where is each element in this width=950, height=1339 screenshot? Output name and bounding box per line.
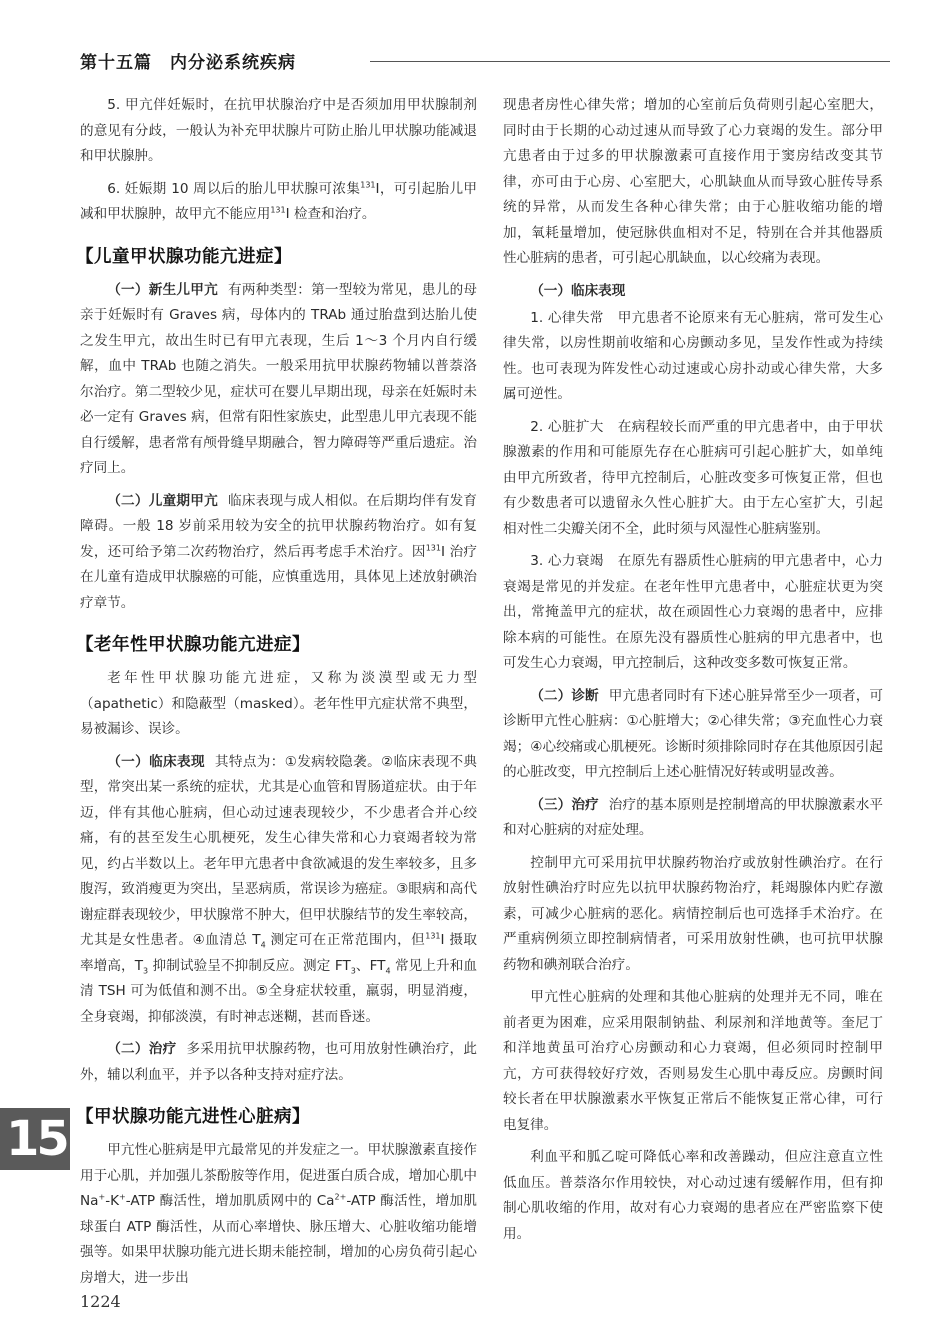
paragraph: 甲亢性心脏病的处理和其他心脏病的处理并无不同，唯在前者更为困难，应采用限制钠盐、利尿剂和洋地黄等。奎尼丁和洋地黄虽可治疗心房颤动和心力衰竭，但必须同时控制甲亢，方可获得较好疗效，否则易发生心肌中毒反应。房颤时间较长者在甲状腺激素水平恢复正常后不能恢复正常心律，可行电复律。 [503, 989, 883, 1133]
section-heading-child: 【儿童甲状腺功能亢进症】 [76, 246, 292, 267]
paragraph: （一）新生儿甲亢 有两种类型：第一型较为常见，患儿的母亲于妊娠时有 Graves 病，母体内的 TRAb 通过胎盘到达胎儿使之发生甲亢，故出生时已有甲亢表现，生后 1～3 个月内自行缓解，血中 TRAb 也随之消失。一般采用抗甲状腺药物辅以普萘洛尔治疗。第二型较少见，症状可在婴儿早期出现，母亲在妊娠时未必一定有 Graves 病，但常有阳性家族史，此型患儿甲亢表现不能自行缓解，患者常有颅骨缝早期融合，智力障碍等严重后遗症。治疗同上。 [80, 281, 478, 476]
paragraph: 1. 心律失常 甲亢患者不论原来有无心脏病，常可发生心律失常，以房性期前收缩和心房颤动多见，呈发作性或为持续性。也可表现为阵发性心动过速或心房扑动或心律失常，大多属可逆性。 [503, 309, 883, 402]
subheading: （二）诊断 [530, 687, 599, 704]
page-number: 1224 [80, 1292, 121, 1311]
paragraph: 控制甲亢可采用抗甲状腺药物治疗或放射性碘治疗。在行放射性碘治疗时应先以抗甲状腺药物治疗，耗竭腺体内贮存激素，可减少心脏病的恶化。病情控制后也可选择手术治疗。在严重病例须立即控制病情者，可采用放射性碘，也可抗甲状腺药物和碘剂联合治疗。 [503, 854, 883, 973]
paragraph: 5. 甲亢伴妊娠时，在抗甲状腺治疗中是否须加用甲状腺制剂的意见有分歧，一般认为补充甲状腺片可防止胎儿甲状腺功能减退和甲状腺肿。 [80, 97, 477, 164]
paragraph: （一）临床表现 其特点为：①发病较隐袭。②临床表现不典型，常突出某一系统的症状，尤其是心血管和胃肠道症状。由于年迈，伴有其他心脏病，但心动过速表现较少，不少患者合并心绞痛，有的甚至发生心肌梗死，发生心律失常和心力衰竭者较为常见，约占半数以上。老年甲亢患者中食欲减退的发生率较多，且多腹泻，致消瘦更为突出，呈恶病质，常误诊为癌症。③眼病和高代谢症群表现较少，甲状腺常不肿大，但甲状腺结节的发生率较高，尤其是女性患者。④血清总 $T_4$ 测定可在正常范围内，但$^{131}$I 摄取率增高，$T_3$ 抑制试验呈不抑制反应。测定 $FT_3$、$FT_4$ 常见上升和血清 TSH 可为低值和测不出。⑤全身症状较重，羸弱，明显消瘦，全身衰竭，抑郁淡漠，有时神志迷糊，甚而昏迷。 [80, 753, 478, 1025]
left-column [76, 93, 478, 1298]
paragraph: 利血平和胍乙啶可降低心率和改善躁动，但应注意直立性低血压。普萘洛尔作用较快，对心动过速有缓解作用，但有抑制心肌收缩的作用，故对有心力衰竭的患者应在严密监察下使用。 [503, 1149, 883, 1242]
chapter-number: 15 [6, 1111, 67, 1167]
paragraph: 甲亢性心脏病是甲亢最常见的并发症之一。甲状腺激素直接作用于心肌，并加强儿茶酚胺等作用，促进蛋白质合成，增加心肌中 Na+-K+-ATP 酶活性，增加肌质网中的 $Ca^{2+}$-ATP 酶活性，增加肌球蛋白 ATP 酶活性，从而心率增快、脉压增大、心脏收缩功能增强等。如果甲状腺功能亢进长期未能控制，增加的心房负荷引起心房增大，进一步出 [80, 1142, 477, 1286]
paragraph: 6. 妊娠期 10 周以后的胎儿甲状腺可浓集$^{131}$I，可引起胎儿甲减和甲状腺肿，故甲亢不能应用$^{131}$I 检查和治疗。 [80, 179, 477, 222]
subheading: （一）临床表现 [107, 753, 205, 770]
subheading: （二）儿童期甲亢 [107, 492, 218, 509]
page-header [80, 48, 880, 74]
paragraph: 2. 心脏扩大 在病程较长而严重的甲亢患者中，由于甲状腺激素的作用和可能原先存在心脏病可引起心脏扩大，如单纯由甲亢所致者，待甲亢控制后，心脏改变多可恢复正常，但也有少数患者可以遗留永久性心脏扩大。由于左心室扩大，引起相对性二尖瓣关闭不全，此时须与风湿性心脏病鉴别。 [503, 418, 883, 537]
paragraph: （二）治疗 多采用抗甲状腺药物，也可用放射性碘治疗，此外，辅以利血平，并予以各种支持对症疗法。 [80, 1041, 478, 1083]
paragraph: 老年性甲状腺功能亢进症，又称为淡漠型或无力型（apathetic）和隐蔽型（masked）。老年性甲亢症状常不典型，易被漏诊、误诊。 [80, 670, 477, 737]
subheading: （二）治疗 [107, 1041, 177, 1057]
section-heading-heart: 【甲状腺功能亢进性心脏病】 [76, 1107, 310, 1127]
section-heading-elderly: 【老年性甲状腺功能亢进症】 [76, 635, 310, 655]
subheading: （三）治疗 [530, 796, 599, 813]
paragraph: （三）治疗 治疗的基本原则是控制增高的甲状腺激素水平和对心脏病的对症处理。 [503, 796, 884, 838]
paragraph: 3. 心力衰竭 在原先有器质性心脏病的甲亢患者中，心力衰竭是常见的并发症。在老年性甲亢患者中，心脏症状更为突出，常掩盖甲亢的症状，故在顽固性心力衰竭的患者中，应排除本病的可能性。在原先没有器质性心脏病的甲亢患者中，也可发生心力衰竭，甲亢控制后，这种改变多数可恢复正常。 [503, 553, 883, 671]
right-column [503, 93, 883, 1254]
subheading-clinical: （一）临床表现 [530, 282, 626, 299]
paragraph: （二）儿童期甲亢 临床表现与成人相似。在后期均伴有发育障碍。一般 18 岁前采用较为安全的抗甲状腺药物治疗。如有复发，还可给予第二次药物治疗，然后再考虑手术治疗。因$^{131}$I 治疗在儿童有造成甲状腺癌的可能，应慎重选用，具体见上述放射碘治疗章节。 [80, 492, 478, 611]
running-head: 第十五篇 内分泌系统疾病 [80, 53, 296, 73]
header-rule [370, 61, 890, 62]
subheading: （一）新生儿甲亢 [107, 281, 218, 298]
paragraph: （二）诊断 甲亢患者同时有下述心脏异常至少一项者，可诊断甲亢性心脏病：①心脏增大；②心律失常；③充血性心力衰竭；④心绞痛或心肌梗死。诊断时须排除同时存在其他原因引起的心脏改变，甲亢控制后上述心脏情况好转或明显改善。 [503, 687, 884, 780]
paragraph: 现患者房性心律失常；增加的心室前后负荷则引起心室肥大，同时由于长期的心动过速从而导致了心力衰竭的发生。部分甲亢患者由于过多的甲状腺激素可直接作用于窦房结改变其节律，亦可由于心房、心室肥大，心肌缺血从而导致心脏传导系统的异常，从而发生各种心律失常；由于心脏收缩功能的增加，氧耗量增加，使冠脉供血相对不足，特别在合并其他器质性心脏病的患者，可引起心肌缺血，以心绞痛为表现。 [503, 97, 883, 266]
chapter-tab [0, 1108, 70, 1170]
